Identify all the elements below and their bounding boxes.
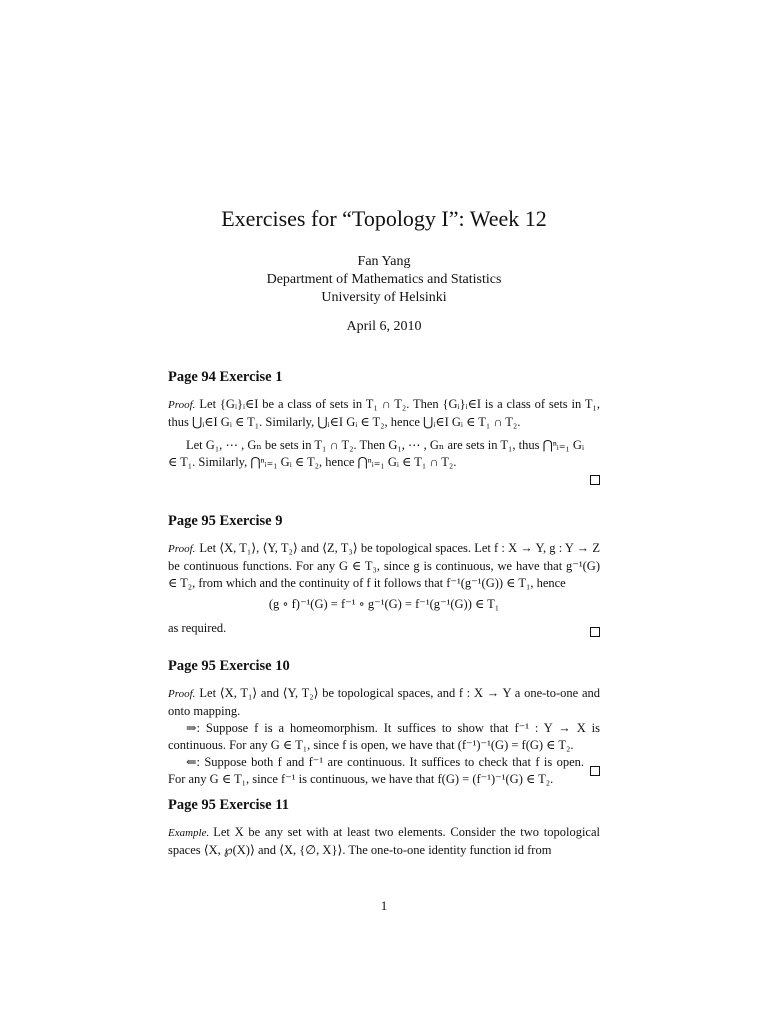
proof-backward-direction: ⇐: Suppose both f and f⁻¹ are continuous. It suffices to check that f is open. For any G ∈ T₁, since f⁻¹ is continuous, we have that f(G) = (f⁻¹)⁻¹(G) ∈ T₂. [168,755,584,786]
proof-text: Let ⟨X, T₁⟩ and ⟨Y, T₂⟩ be topological spaces, and f : X → Y a one-to-one and onto mapping. [168,686,600,718]
proof-conclusion: as required. [168,621,227,635]
proof-forward-direction: ⇒: Suppose f is a homeomorphism. It suffices to show that f⁻¹ : Y → X is continuous. For any G ∈ T₁, since f is open, we have that (f⁻¹)⁻¹(G) = f(G) ∈ T₂. [168,721,600,752]
document-title: Exercises for “Topology I”: Week 12 [221,206,547,231]
proof-text: Let {Gᵢ}ᵢ∈I be a class of sets in T₁ ∩ T₂. Then {Gᵢ}ᵢ∈I is a class of sets in T₁, thus ⋃ᵢ∈I Gᵢ ∈ T₁. Similarly, ⋃ᵢ∈I Gᵢ ∈ T₂, hence ⋃ᵢ∈I Gᵢ ∈ T₁ ∩ T₂. [168,397,600,429]
qed-symbol [590,627,600,637]
proof-paragraph [168,540,600,592]
display-equation: (g ∘ f)⁻¹(G) = f⁻¹ ∘ g⁻¹(G) = f⁻¹(g⁻¹(G)) ∈ T₁ [268,597,500,611]
page-number: 1 [380,898,388,913]
author-department: Department of Mathematics and Statistics [266,272,502,287]
section-exercise-11 [168,797,600,859]
section-heading: Page 95 Exercise 11 [168,797,289,813]
section-exercise-10 [168,658,600,788]
proof-paragraph-2: Let G₁, ⋯ , Gₙ be sets in T₁ ∩ T₂. Then G₁, ⋯ , Gₙ are sets in T₁, thus ⋂ⁿᵢ₌₁ Gᵢ ∈ T₁. Similarly, ⋂ⁿᵢ₌₁ Gᵢ ∈ T₂, hence ⋂ⁿᵢ₌₁ Gᵢ ∈ T₁ ∩ T₂. [168,438,584,469]
author-name: Fan Yang [357,254,411,269]
example-label: Example. [168,827,210,839]
qed-symbol [590,475,600,485]
section-heading: Page 95 Exercise 10 [168,658,290,674]
section-heading: Page 95 Exercise 9 [168,513,283,529]
proof-label: Proof. [168,543,196,555]
proof-paragraph [168,396,600,431]
section-exercise-9 [168,513,600,637]
qed-symbol [590,766,600,776]
proof-text: Let ⟨X, T₁⟩, ⟨Y, T₂⟩ and ⟨Z, T₃⟩ be topological spaces. Let f : X → Y, g : Y → Z be continuous functions. For any G ∈ T₃, since g is continuous, we have that g⁻¹(G) ∈ T₂, from which and the continuity of f it follows that f⁻¹(g⁻¹(G)) ∈ T₁, hence [168,541,600,590]
example-text: Let X be any set with at least two elements. Consider the two topological spaces ⟨X, ℘(X)⟩ and ⟨X, {∅, X}⟩. The one-to-one identity function id from [168,825,600,857]
section-exercise-1 [168,369,600,471]
example-paragraph [168,824,600,859]
proof-label: Proof. [168,399,196,411]
author-university: University of Helsinki [321,290,447,305]
section-heading: Page 94 Exercise 1 [168,369,283,385]
proof-label: Proof. [168,688,196,700]
proof-paragraph [168,685,600,720]
document-date: April 6, 2010 [346,319,422,334]
